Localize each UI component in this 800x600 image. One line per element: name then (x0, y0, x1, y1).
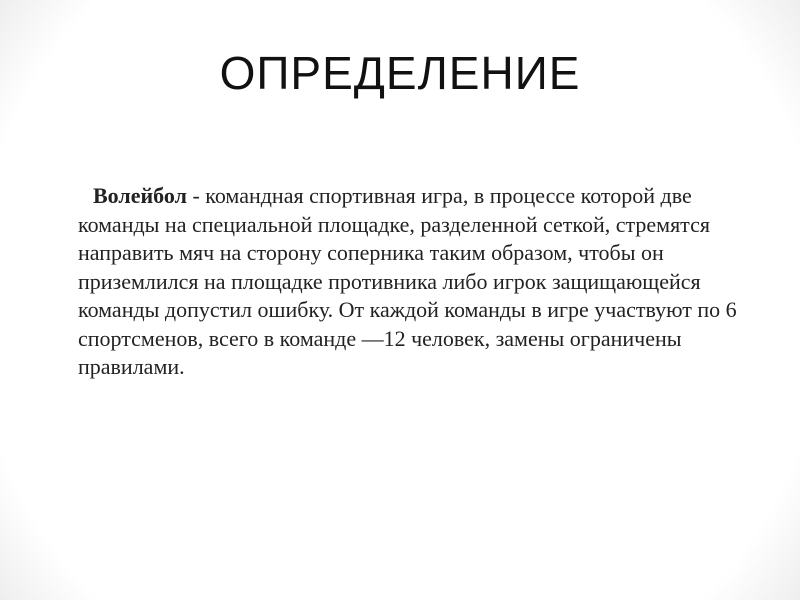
slide-title: ОПРЕДЕЛЕНИЕ (219, 47, 581, 99)
definition-text: - командная спортивная игра, в процессе которой две команды на специальной площадке, разделенной сеткой, стремятся направить мяч на сторону соперника таким образом, чтобы он приземлился на площадке противника либо игрок защищающейся команды допустил ошибку. От каждой команды в игре участвуют по 6 спортсменов, всего в команде —12 человек, замены ограничены правилами. (78, 183, 737, 379)
definition-paragraph (72, 182, 748, 382)
definition-term: Волейбол (93, 183, 187, 208)
